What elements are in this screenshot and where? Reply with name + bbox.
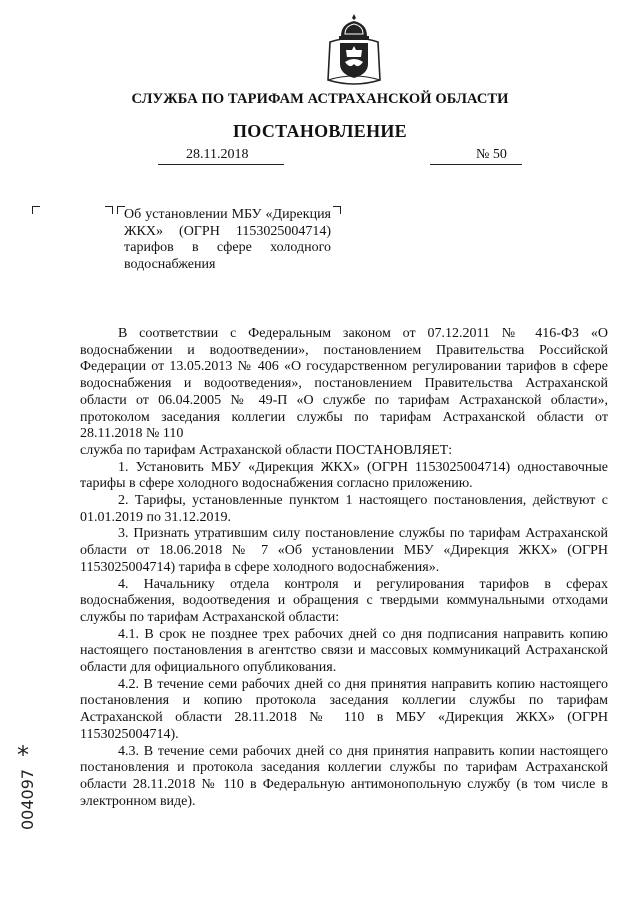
coat-of-arms-icon xyxy=(325,12,383,88)
document-body xyxy=(80,326,608,810)
margin-stamp-mark: * xyxy=(17,741,29,769)
item-paragraph-2: 2. Тарифы, установленные пунктом 1 настоящего постановления, действуют с 01.01.2019 по 31.12.2019. xyxy=(80,493,608,525)
number-underline xyxy=(430,164,522,165)
item-paragraph-4-1: 4.1. В срок не позднее трех рабочих дней со дня подписания направить копию настоящего постановления в агентство связи и массовых коммуникаций Астраханской области для официального опубликования. xyxy=(80,626,608,676)
item-paragraph-3: 3. Признать утратившим силу постановление службы по тарифам Астраханской области от 18.06.2018 № 7 «Об установлении МБУ «Дирекция ЖКХ» (ОГРН 1153025004714) тарифа в сфере холодного водоснабжения». xyxy=(80,526,608,575)
margin-stamp-number: 004097 xyxy=(18,768,37,830)
preamble-paragraph: В соответствии с Федеральным законом от 07.12.2011 № 416-ФЗ «О водоснабжении и водоотведении», постановлением Правительства Российской Федерации от 13.05.2013 № 406 «О государственном регулировании тарифов в сфере водоснабжения и водоотведения», постановлением Правительства Астраханской области от 06.04.2005 № 49-П «О службе по тарифам Астраханской области», протоколом заседания коллегии службы по тарифам Астраханской области от 28.11.2018 № 110 xyxy=(80,326,608,442)
document-type-title: ПОСТАНОВЛЕНИЕ xyxy=(233,121,407,141)
item-paragraph-4-3: 4.3. В течение семи рабочих дней со дня принятия направить копии настоящего постановления и протокола заседания коллегии службы по тарифам Астраханской области 28.11.2018 № 110 в Федеральную антимонопольную службу (в том числе в электронном виде). xyxy=(80,743,608,809)
corner-bracket-subject-left-a xyxy=(105,206,113,214)
document-date: 28.11.2018 xyxy=(186,147,249,162)
organization-name: СЛУЖБА ПО ТАРИФАМ АСТРАХАНСКОЙ ОБЛАСТИ xyxy=(131,91,509,107)
item-paragraph-4-2: 4.2. В течение семи рабочих дней со дня принятия направить копию настоящего постановления и копию протокола заседания коллегии службы по тарифам Астраханской области 28.11.2018 № 110 в МБУ «Дирекция ЖКХ» (ОГРН 1153025004714). xyxy=(80,676,608,742)
date-underline xyxy=(158,164,284,165)
resolves-line: служба по тарифам Астраханской области ПОСТАНОВЛЯЕТ: xyxy=(80,442,453,458)
document-number: № 50 xyxy=(476,147,507,162)
document-subject: Об установлении МБУ «Дирекция ЖКХ» (ОГРН 1153025004714) тарифов в сфере холодного водоснабжения xyxy=(124,207,331,272)
item-paragraph-1: 1. Установить МБУ «Дирекция ЖКХ» (ОГРН 1153025004714) одноставочные тарифы в сфере холодного водоснабжения согласно приложению. xyxy=(80,459,608,492)
corner-bracket-left xyxy=(32,206,40,214)
corner-bracket-subject-right xyxy=(333,206,341,214)
item-paragraph-4: 4. Начальнику отдела контроля и регулирования тарифов в сферах водоснабжения, водоотведения и обращения с твердыми коммунальными отходами службы по тарифам Астраханской области: xyxy=(80,576,608,625)
